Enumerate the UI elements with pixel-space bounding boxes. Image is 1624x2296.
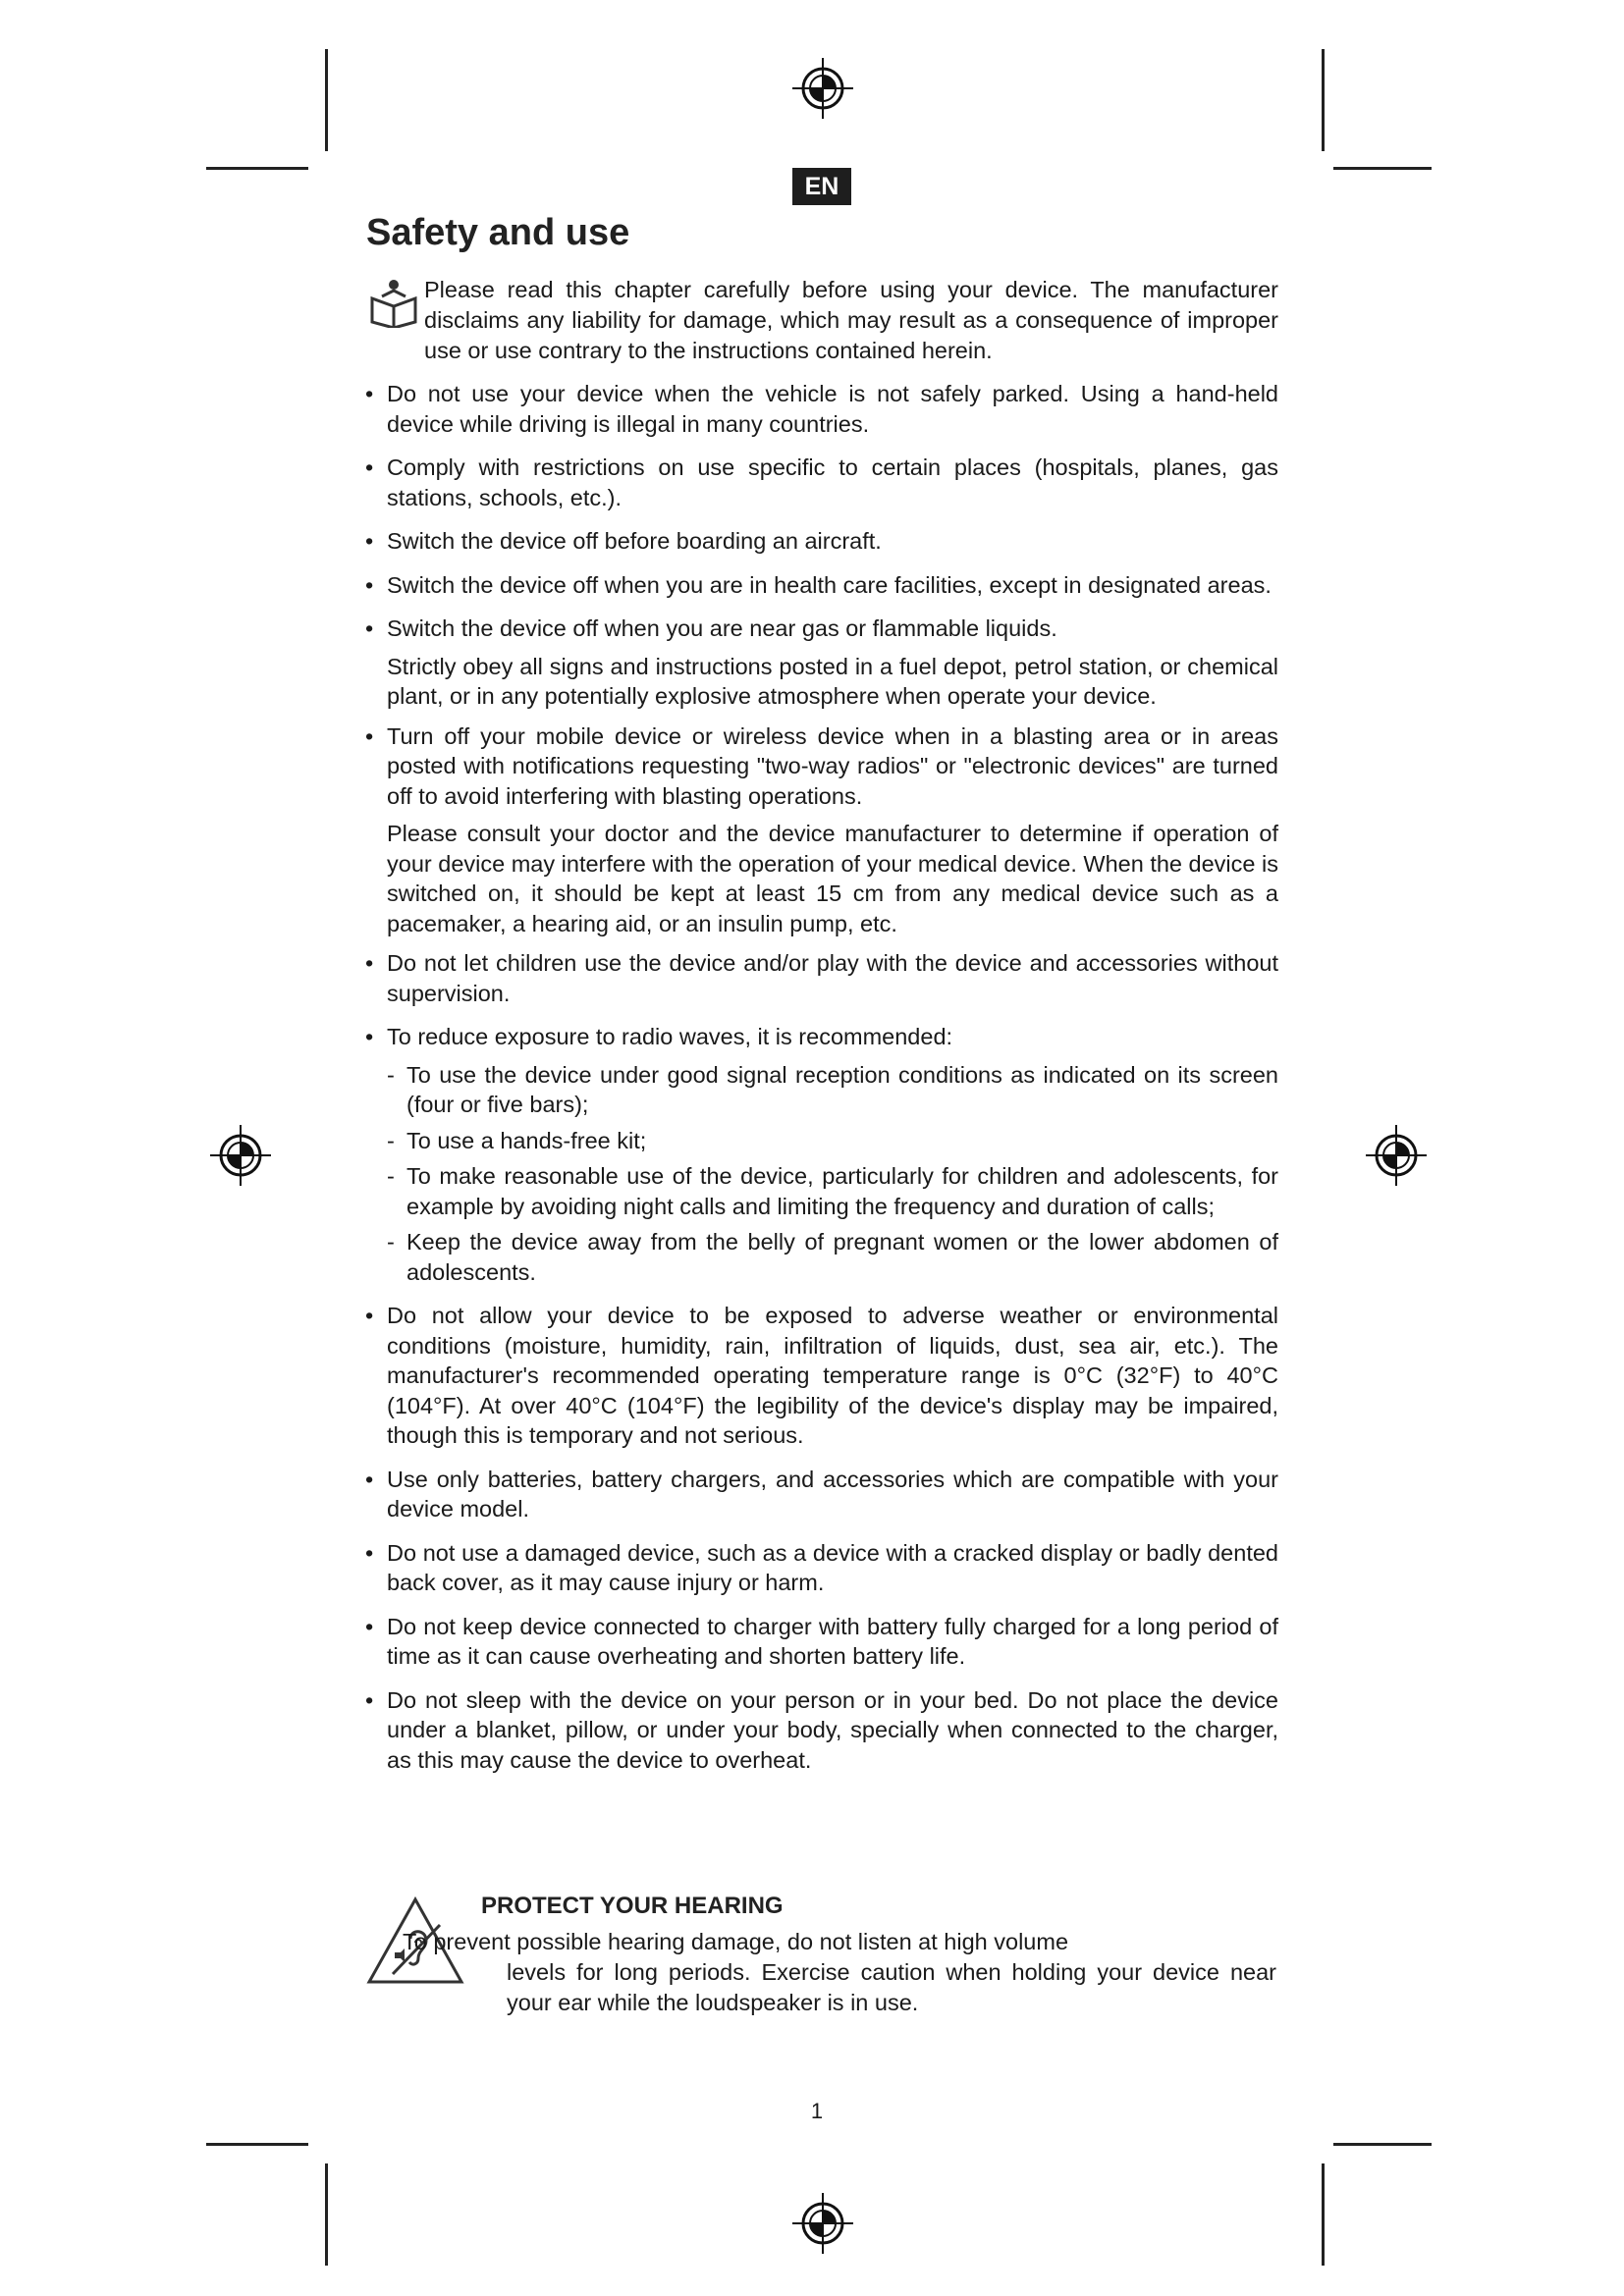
registration-mark-icon — [790, 56, 855, 121]
list-item: • Do not sleep with the device on your person or in your bed. Do not place the device under a blanket, pillow, or under your body, specially when connected to the charger, as this may cause the device to overheat. — [363, 1685, 1278, 1776]
crop-mark — [325, 49, 328, 151]
list-item: • Do not allow your device to be exposed to adverse weather or environmental conditions (moisture, humidity, rain, infiltration of liquids, dust, sea air, etc.). The manufacturer's recommended operating temperature range is 0°C (32°F) to 40°C (104°F). At over 40°C (104°F) the legibility of the device's display may be impaired, though this is temporary and not serious. — [363, 1301, 1278, 1451]
sub-list-item: - Keep the device away from the belly of pregnant women or the lower abdomen of adolescents. — [363, 1227, 1278, 1287]
list-item: • Turn off your mobile device or wireless device when in a blasting area or in areas posted with notifications requesting "two-way radios" or "electronic devices" are turned off to avoid interfering with blasting operations. — [363, 721, 1278, 812]
list-item: • Do not let children use the device and/or play with the device and accessories without supervision. — [363, 948, 1278, 1008]
crop-mark — [1322, 2163, 1325, 2266]
intro-paragraph: Please read this chapter carefully before using your device. The manufacturer disclaims any liability for damage, which may result as a consequence of improper use or use contrary to the instructions contained herein. — [424, 277, 1278, 363]
registration-mark-icon — [790, 2191, 855, 2256]
list-item: • Switch the device off before boarding an aircraft. — [363, 526, 1278, 557]
list-item: • Do not use your device when the vehicle is not safely parked. Using a hand-held device while driving is illegal in many countries. — [363, 379, 1278, 439]
list-item: • Do not use a damaged device, such as a device with a cracked display or badly dented back cover, as it may cause injury or harm. — [363, 1538, 1278, 1598]
hearing-title: PROTECT YOUR HEARING — [481, 1893, 784, 1919]
crop-mark — [325, 2163, 328, 2266]
list-item-note: Strictly obey all signs and instructions posted in a fuel depot, petrol station, or chemical plant, or in any potentially explosive atmosphere when operate your device. — [387, 653, 1278, 709]
registration-mark-icon — [1364, 1123, 1429, 1188]
crop-mark — [206, 2143, 308, 2146]
sub-list-item: - To use the device under good signal reception conditions as indicated on its screen (four or five bars); — [363, 1060, 1278, 1120]
hearing-text-rest: levels for long periods. Exercise caution when holding your device near your ear while the loudspeaker is in use. — [507, 1959, 1276, 2015]
list-item: • Switch the device off when you are near gas or flammable liquids. — [363, 614, 1278, 644]
hearing-text-start: To prevent possible hearing damage, do not listen at high volume — [403, 1929, 1069, 1954]
list-item: • Switch the device off when you are in health care facilities, except in designated areas. — [363, 570, 1278, 601]
hearing-paragraph — [403, 1927, 1276, 2018]
read-manual-icon — [368, 277, 419, 328]
list-item: • Comply with restrictions on use specific to certain places (hospitals, planes, gas stations, schools, etc.). — [363, 453, 1278, 512]
page-title: Safety and use — [366, 212, 630, 253]
crop-mark — [1333, 2143, 1432, 2146]
page-number: 1 — [810, 2099, 824, 2123]
list-item: • To reduce exposure to radio waves, it is recommended: — [363, 1022, 1278, 1052]
safety-list — [363, 379, 1278, 1789]
sub-list-item: - To make reasonable use of the device, particularly for children and adolescents, for example by avoiding night calls and limiting the frequency and duration of calls; — [363, 1161, 1278, 1221]
sub-list-item: - To use a hands-free kit; — [363, 1126, 1278, 1156]
crop-mark — [1322, 49, 1325, 151]
crop-mark — [1333, 167, 1432, 170]
registration-mark-icon — [208, 1123, 273, 1188]
list-item: • Do not keep device connected to charger with battery fully charged for a long period of time as it can cause overheating and shorten battery life. — [363, 1612, 1278, 1672]
list-item-note: Please consult your doctor and the device manufacturer to determine if operation of your device may interfere with the operation of your medical device. When the device is switched on, it should be kept at least 15 cm from any medical device such as a pacemaker, a hearing aid, or an insulin pump, etc. — [387, 821, 1278, 936]
crop-mark — [206, 167, 308, 170]
language-badge: EN — [792, 168, 851, 205]
list-item: • Use only batteries, battery chargers, and accessories which are compatible with your device model. — [363, 1465, 1278, 1524]
